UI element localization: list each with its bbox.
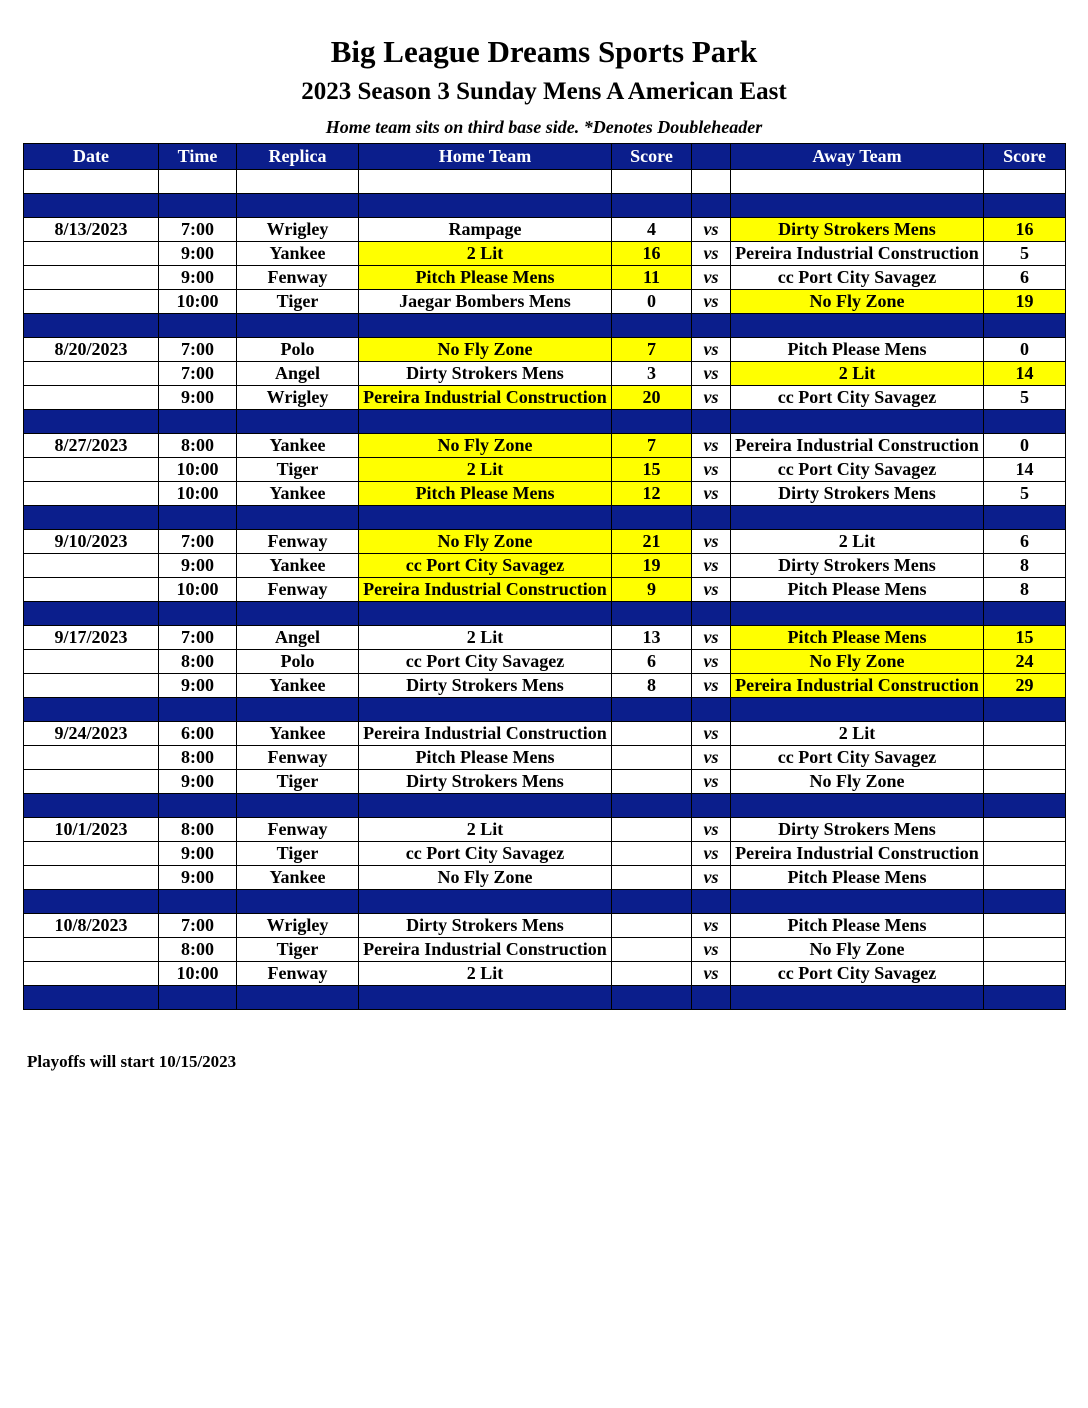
game-date <box>24 674 159 698</box>
vs-label: vs <box>692 866 731 890</box>
away-score: 29 <box>984 674 1066 698</box>
game-date: 9/10/2023 <box>24 530 159 554</box>
away-team: Pereira Industrial Construction <box>731 242 984 266</box>
game-date: 10/8/2023 <box>24 914 159 938</box>
game-time: 9:00 <box>159 242 237 266</box>
col-time-header: Time <box>159 144 237 170</box>
home-team: Rampage <box>359 218 612 242</box>
separator-row <box>24 506 1066 530</box>
game-replica-field: Yankee <box>237 482 359 506</box>
game-time: 7:00 <box>159 218 237 242</box>
game-time: 8:00 <box>159 938 237 962</box>
away-team: Dirty Strokers Mens <box>731 818 984 842</box>
game-time: 8:00 <box>159 746 237 770</box>
game-time: 7:00 <box>159 338 237 362</box>
game-date: 9/24/2023 <box>24 722 159 746</box>
home-score <box>612 770 692 794</box>
home-score: 21 <box>612 530 692 554</box>
game-date <box>24 578 159 602</box>
playoffs-note: Playoffs will start 10/15/2023 <box>27 1052 237 1071</box>
separator-row <box>24 194 1066 218</box>
blank-row <box>24 170 1066 194</box>
away-team: cc Port City Savagez <box>731 386 984 410</box>
game-time: 8:00 <box>159 818 237 842</box>
home-team: No Fly Zone <box>359 866 612 890</box>
game-replica-field: Angel <box>237 362 359 386</box>
game-date <box>24 650 159 674</box>
home-team: Pereira Industrial Construction <box>359 938 612 962</box>
game-replica-field: Yankee <box>237 434 359 458</box>
game-row <box>24 338 1066 362</box>
away-score <box>984 866 1066 890</box>
game-replica-field: Polo <box>237 650 359 674</box>
away-team: 2 Lit <box>731 530 984 554</box>
home-score <box>612 818 692 842</box>
game-replica-field: Tiger <box>237 458 359 482</box>
away-score: 8 <box>984 554 1066 578</box>
col-away-score-header: Score <box>984 144 1066 170</box>
game-replica-field: Fenway <box>237 962 359 986</box>
vs-label: vs <box>692 746 731 770</box>
home-team: Dirty Strokers Mens <box>359 914 612 938</box>
home-team: 2 Lit <box>359 458 612 482</box>
away-score: 0 <box>984 434 1066 458</box>
game-replica-field: Tiger <box>237 770 359 794</box>
away-team: 2 Lit <box>731 722 984 746</box>
away-team: cc Port City Savagez <box>731 746 984 770</box>
game-date <box>24 362 159 386</box>
game-replica-field: Wrigley <box>237 914 359 938</box>
page-title: Big League Dreams Sports Park <box>330 34 758 69</box>
home-score: 9 <box>612 578 692 602</box>
home-score: 13 <box>612 626 692 650</box>
game-replica-field: Wrigley <box>237 386 359 410</box>
away-team: Pitch Please Mens <box>731 914 984 938</box>
home-team: Dirty Strokers Mens <box>359 674 612 698</box>
game-replica-field: Yankee <box>237 242 359 266</box>
game-date <box>24 266 159 290</box>
home-team: Pereira Industrial Construction <box>359 722 612 746</box>
away-team: cc Port City Savagez <box>731 266 984 290</box>
game-replica-field: Yankee <box>237 866 359 890</box>
game-row <box>24 722 1066 746</box>
game-time: 9:00 <box>159 866 237 890</box>
game-date <box>24 962 159 986</box>
game-date <box>24 938 159 962</box>
vs-label: vs <box>692 338 731 362</box>
home-team: cc Port City Savagez <box>359 842 612 866</box>
away-team: Dirty Strokers Mens <box>731 218 984 242</box>
game-row <box>24 482 1066 506</box>
game-date <box>24 386 159 410</box>
game-replica-field: Fenway <box>237 266 359 290</box>
home-score: 8 <box>612 674 692 698</box>
game-time: 10:00 <box>159 482 237 506</box>
game-date <box>24 554 159 578</box>
away-score: 5 <box>984 242 1066 266</box>
game-row <box>24 770 1066 794</box>
home-team: Dirty Strokers Mens <box>359 770 612 794</box>
game-row <box>24 842 1066 866</box>
game-row <box>24 266 1066 290</box>
away-score <box>984 962 1066 986</box>
home-team: Pereira Industrial Construction <box>359 386 612 410</box>
away-score <box>984 842 1066 866</box>
game-time: 10:00 <box>159 578 237 602</box>
home-score: 19 <box>612 554 692 578</box>
col-home-team-header: Home Team <box>359 144 612 170</box>
game-date <box>24 866 159 890</box>
game-replica-field: Angel <box>237 626 359 650</box>
vs-label: vs <box>692 914 731 938</box>
home-score <box>612 722 692 746</box>
game-row <box>24 674 1066 698</box>
game-date <box>24 458 159 482</box>
game-replica-field: Yankee <box>237 554 359 578</box>
home-score: 6 <box>612 650 692 674</box>
vs-label: vs <box>692 530 731 554</box>
home-team: No Fly Zone <box>359 530 612 554</box>
game-row <box>24 362 1066 386</box>
home-team: 2 Lit <box>359 626 612 650</box>
game-row <box>24 938 1066 962</box>
away-score: 16 <box>984 218 1066 242</box>
separator-row <box>24 890 1066 914</box>
game-date: 8/13/2023 <box>24 218 159 242</box>
game-row <box>24 914 1066 938</box>
vs-label: vs <box>692 818 731 842</box>
away-team: cc Port City Savagez <box>731 962 984 986</box>
home-score: 0 <box>612 290 692 314</box>
game-time: 7:00 <box>159 530 237 554</box>
vs-label: vs <box>692 458 731 482</box>
header-row <box>24 144 1066 170</box>
separator-row <box>24 410 1066 434</box>
away-team: Pereira Industrial Construction <box>731 434 984 458</box>
game-replica-field: Fenway <box>237 578 359 602</box>
game-row <box>24 218 1066 242</box>
home-team: Pereira Industrial Construction <box>359 578 612 602</box>
vs-label: vs <box>692 266 731 290</box>
home-team: Pitch Please Mens <box>359 746 612 770</box>
home-score: 7 <box>612 434 692 458</box>
schedule-table <box>23 143 1066 1010</box>
game-time: 7:00 <box>159 914 237 938</box>
separator-row <box>24 794 1066 818</box>
away-team: Pitch Please Mens <box>731 626 984 650</box>
away-score: 24 <box>984 650 1066 674</box>
home-team: 2 Lit <box>359 242 612 266</box>
home-score <box>612 866 692 890</box>
separator-row <box>24 314 1066 338</box>
game-row <box>24 746 1066 770</box>
away-score: 0 <box>984 338 1066 362</box>
away-team: Pitch Please Mens <box>731 578 984 602</box>
vs-label: vs <box>692 578 731 602</box>
home-team: 2 Lit <box>359 818 612 842</box>
away-score <box>984 818 1066 842</box>
home-score <box>612 962 692 986</box>
game-date: 9/17/2023 <box>24 626 159 650</box>
game-row <box>24 386 1066 410</box>
game-time: 8:00 <box>159 650 237 674</box>
away-score: 14 <box>984 362 1066 386</box>
game-replica-field: Yankee <box>237 722 359 746</box>
away-score: 6 <box>984 266 1066 290</box>
vs-label: vs <box>692 842 731 866</box>
col-date-header: Date <box>24 144 159 170</box>
away-team: No Fly Zone <box>731 770 984 794</box>
vs-label: vs <box>692 242 731 266</box>
vs-label: vs <box>692 938 731 962</box>
away-score <box>984 722 1066 746</box>
game-date <box>24 842 159 866</box>
vs-label: vs <box>692 722 731 746</box>
game-replica-field: Yankee <box>237 674 359 698</box>
game-time: 10:00 <box>159 290 237 314</box>
home-score: 11 <box>612 266 692 290</box>
away-score: 6 <box>984 530 1066 554</box>
game-replica-field: Fenway <box>237 530 359 554</box>
game-time: 9:00 <box>159 266 237 290</box>
game-row <box>24 866 1066 890</box>
away-score: 14 <box>984 458 1066 482</box>
col-home-score-header: Score <box>612 144 692 170</box>
away-team: Dirty Strokers Mens <box>731 482 984 506</box>
game-row <box>24 818 1066 842</box>
page-subtitle: 2023 Season 3 Sunday Mens A American East <box>301 78 787 105</box>
away-team: No Fly Zone <box>731 290 984 314</box>
home-team: Dirty Strokers Mens <box>359 362 612 386</box>
away-score: 5 <box>984 386 1066 410</box>
game-date <box>24 242 159 266</box>
home-team: Pitch Please Mens <box>359 482 612 506</box>
game-time: 9:00 <box>159 386 237 410</box>
game-row <box>24 530 1066 554</box>
game-replica-field: Fenway <box>237 818 359 842</box>
vs-label: vs <box>692 626 731 650</box>
game-row <box>24 290 1066 314</box>
home-score <box>612 842 692 866</box>
game-date: 8/27/2023 <box>24 434 159 458</box>
away-team: No Fly Zone <box>731 650 984 674</box>
home-score: 12 <box>612 482 692 506</box>
vs-label: vs <box>692 218 731 242</box>
away-score: 8 <box>984 578 1066 602</box>
game-replica-field: Wrigley <box>237 218 359 242</box>
vs-label: vs <box>692 482 731 506</box>
game-replica-field: Polo <box>237 338 359 362</box>
game-row <box>24 578 1066 602</box>
away-team: Pitch Please Mens <box>731 866 984 890</box>
game-replica-field: Fenway <box>237 746 359 770</box>
vs-label: vs <box>692 650 731 674</box>
home-team: No Fly Zone <box>359 338 612 362</box>
game-row <box>24 554 1066 578</box>
game-time: 7:00 <box>159 362 237 386</box>
col-vs-header <box>692 144 731 170</box>
game-row <box>24 434 1066 458</box>
home-team: No Fly Zone <box>359 434 612 458</box>
home-score: 15 <box>612 458 692 482</box>
game-row <box>24 458 1066 482</box>
col-away-team-header: Away Team <box>731 144 984 170</box>
game-time: 9:00 <box>159 674 237 698</box>
game-row <box>24 626 1066 650</box>
separator-row <box>24 986 1066 1010</box>
away-team: Dirty Strokers Mens <box>731 554 984 578</box>
game-date <box>24 746 159 770</box>
vs-label: vs <box>692 770 731 794</box>
game-row <box>24 962 1066 986</box>
away-score <box>984 746 1066 770</box>
home-score: 7 <box>612 338 692 362</box>
game-replica-field: Tiger <box>237 290 359 314</box>
game-replica-field: Tiger <box>237 938 359 962</box>
away-team: cc Port City Savagez <box>731 458 984 482</box>
home-score <box>612 938 692 962</box>
game-row <box>24 650 1066 674</box>
away-team: Pereira Industrial Construction <box>731 674 984 698</box>
game-date <box>24 290 159 314</box>
away-team: 2 Lit <box>731 362 984 386</box>
away-score: 5 <box>984 482 1066 506</box>
game-time: 9:00 <box>159 554 237 578</box>
away-score <box>984 914 1066 938</box>
home-score: 20 <box>612 386 692 410</box>
game-date: 8/20/2023 <box>24 338 159 362</box>
home-score <box>612 746 692 770</box>
home-team: cc Port City Savagez <box>359 554 612 578</box>
vs-label: vs <box>692 434 731 458</box>
schedule-note: Home team sits on third base side. *Denotes Doubleheader <box>325 117 763 137</box>
away-team: Pitch Please Mens <box>731 338 984 362</box>
game-replica-field: Tiger <box>237 842 359 866</box>
game-time: 9:00 <box>159 842 237 866</box>
home-team: 2 Lit <box>359 962 612 986</box>
vs-label: vs <box>692 554 731 578</box>
home-score: 3 <box>612 362 692 386</box>
game-time: 10:00 <box>159 962 237 986</box>
home-team: Pitch Please Mens <box>359 266 612 290</box>
away-score: 19 <box>984 290 1066 314</box>
game-date <box>24 482 159 506</box>
vs-label: vs <box>692 290 731 314</box>
col-replica-header: Replica <box>237 144 359 170</box>
game-time: 7:00 <box>159 626 237 650</box>
home-team: cc Port City Savagez <box>359 650 612 674</box>
schedule-body <box>24 170 1066 1010</box>
game-row <box>24 242 1066 266</box>
separator-row <box>24 698 1066 722</box>
game-time: 6:00 <box>159 722 237 746</box>
home-team: Jaegar Bombers Mens <box>359 290 612 314</box>
game-time: 9:00 <box>159 770 237 794</box>
game-date <box>24 770 159 794</box>
home-score: 16 <box>612 242 692 266</box>
vs-label: vs <box>692 674 731 698</box>
home-score: 4 <box>612 218 692 242</box>
separator-row <box>24 602 1066 626</box>
away-team: Pereira Industrial Construction <box>731 842 984 866</box>
vs-label: vs <box>692 386 731 410</box>
home-score <box>612 914 692 938</box>
game-time: 10:00 <box>159 458 237 482</box>
vs-label: vs <box>692 362 731 386</box>
away-score <box>984 938 1066 962</box>
away-score: 15 <box>984 626 1066 650</box>
game-time: 8:00 <box>159 434 237 458</box>
vs-label: vs <box>692 962 731 986</box>
away-team: No Fly Zone <box>731 938 984 962</box>
away-score <box>984 770 1066 794</box>
game-date: 10/1/2023 <box>24 818 159 842</box>
